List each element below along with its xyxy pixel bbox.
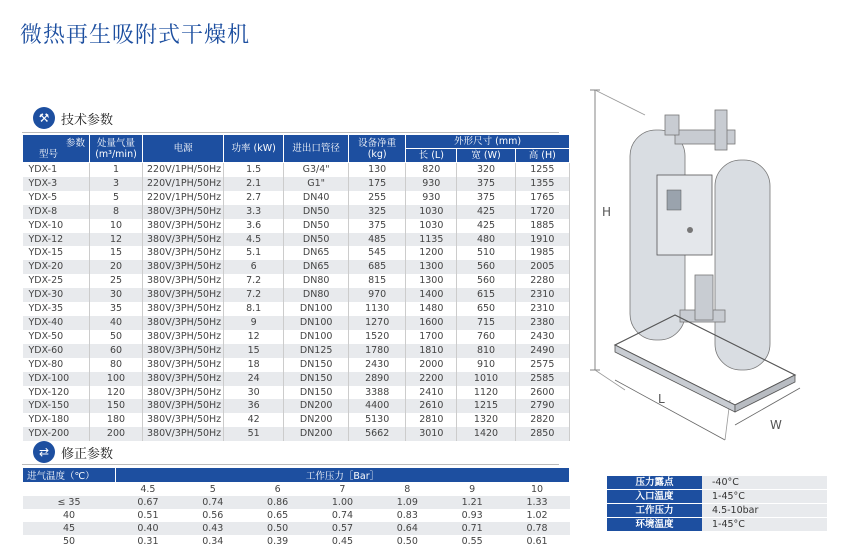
- table-row: [23, 399, 570, 413]
- divider: [22, 464, 559, 465]
- table-row: [23, 509, 570, 522]
- corner-top-label: 参数: [65, 137, 85, 149]
- power-supply-header: 电源: [143, 135, 224, 163]
- table-cell: DN65: [284, 260, 349, 274]
- table-cell: 0.61: [526, 536, 548, 547]
- table-cell: 180: [90, 413, 143, 427]
- table-cell: 1.00: [310, 496, 375, 509]
- table-cell: 50: [90, 330, 143, 344]
- condition-key: 压力露点: [607, 476, 702, 490]
- table-cell: 0.50: [245, 522, 310, 535]
- table-cell: 815: [349, 274, 406, 288]
- spec-table: [22, 134, 570, 441]
- table-cell: YDX-35: [23, 302, 90, 316]
- table-cell: 3.6: [224, 219, 284, 233]
- table-cell: 380V/3PH/50Hz: [143, 233, 224, 247]
- dim-h-label: H: [602, 205, 612, 219]
- correction-table: [22, 467, 570, 548]
- table-cell: DN50: [284, 205, 349, 219]
- pressure-header: 工作压力［Bar］: [116, 468, 570, 483]
- table-cell: DN50: [284, 219, 349, 233]
- table-cell: 375: [349, 219, 406, 233]
- table-cell: 2850: [515, 427, 569, 441]
- table-cell: 15: [90, 246, 143, 260]
- table-cell: 1215: [457, 399, 515, 413]
- table-cell: 2490: [515, 344, 569, 358]
- table-row: [23, 177, 570, 191]
- table-cell: 2000: [406, 358, 457, 372]
- dim-l-label: L: [658, 392, 665, 406]
- table-cell: 1030: [406, 219, 457, 233]
- table-row: [23, 163, 570, 177]
- table-cell: 1720: [515, 205, 569, 219]
- table-cell: 0.31: [137, 536, 159, 547]
- table-cell: YDX-50: [23, 330, 90, 344]
- table-cell: G3/4": [284, 163, 349, 177]
- condition-row: [607, 490, 827, 504]
- table-cell: 15: [224, 344, 284, 358]
- table-cell: DN50: [284, 233, 349, 247]
- table-cell: 650: [457, 302, 515, 316]
- table-cell: 10: [90, 219, 143, 233]
- pressure-value: 9: [469, 484, 476, 495]
- table-row: [23, 413, 570, 427]
- condition-key: 工作压力: [607, 504, 702, 518]
- table-cell: 0.67: [116, 496, 181, 509]
- table-cell: DN100: [284, 330, 349, 344]
- flow-header: [90, 135, 143, 163]
- table-cell: YDX-12: [23, 233, 90, 247]
- table-cell: 25: [90, 274, 143, 288]
- table-cell: 50: [62, 536, 76, 547]
- table-cell: 480: [457, 233, 515, 247]
- table-cell: 380V/3PH/50Hz: [143, 219, 224, 233]
- table-cell: 1.02: [526, 510, 548, 521]
- table-cell: YDX-5: [23, 191, 90, 205]
- table-cell: 36: [224, 399, 284, 413]
- divider: [22, 132, 559, 133]
- table-cell: 100: [90, 372, 143, 386]
- corner-header: [23, 135, 90, 163]
- table-cell: 615: [457, 288, 515, 302]
- table-cell: 5130: [349, 413, 406, 427]
- pressure-values-row: [23, 483, 570, 497]
- pressure-value: 6: [274, 484, 281, 495]
- table-cell: 0.51: [137, 510, 159, 521]
- table-cell: 255: [349, 191, 406, 205]
- spec-section-label: 技术参数: [61, 112, 114, 128]
- table-cell: YDX-3: [23, 177, 90, 191]
- table-cell: 1270: [349, 316, 406, 330]
- table-cell: 325: [349, 205, 406, 219]
- table-cell: 3.3: [224, 205, 284, 219]
- table-cell: DN65: [284, 246, 349, 260]
- table-cell: 2430: [515, 330, 569, 344]
- spec-section-header: [33, 107, 113, 129]
- pressure-value: 8: [404, 484, 411, 495]
- table-cell: 30: [90, 288, 143, 302]
- table-cell: 1300: [406, 260, 457, 274]
- condition-value: -40°C: [702, 476, 827, 490]
- weight-unit-label: (kg): [367, 148, 387, 160]
- table-cell: 545: [349, 246, 406, 260]
- table-cell: 2380: [515, 316, 569, 330]
- table-cell: 910: [457, 358, 515, 372]
- table-cell: 60: [90, 344, 143, 358]
- table-cell: 1765: [515, 191, 569, 205]
- weight-header: [349, 135, 406, 163]
- table-cell: 485: [349, 233, 406, 247]
- table-row: [23, 246, 570, 260]
- table-row: [23, 274, 570, 288]
- table-cell: 380V/3PH/50Hz: [143, 246, 224, 260]
- shuffle-icon: ⇄: [33, 441, 55, 463]
- table-row: [23, 535, 570, 548]
- corr-section-header: [33, 441, 113, 463]
- table-cell: 1: [90, 163, 143, 177]
- table-cell: YDX-25: [23, 274, 90, 288]
- table-cell: 2.7: [224, 191, 284, 205]
- table-cell: 1600: [406, 316, 457, 330]
- table-cell: 7.2: [224, 288, 284, 302]
- table-cell: 380V/3PH/50Hz: [143, 205, 224, 219]
- table-cell: 200: [90, 427, 143, 441]
- table-cell: 80: [90, 358, 143, 372]
- table-cell: 1320: [457, 413, 515, 427]
- table-cell: 0.39: [267, 536, 289, 547]
- table-cell: 1.33: [505, 496, 570, 509]
- table-cell: 45: [23, 522, 116, 535]
- table-cell: 380V/3PH/50Hz: [143, 260, 224, 274]
- table-cell: 0.78: [505, 522, 570, 535]
- table-cell: DN40: [284, 191, 349, 205]
- table-cell: 0.57: [310, 522, 375, 535]
- table-cell: 12: [224, 330, 284, 344]
- table-cell: 175: [349, 177, 406, 191]
- table-cell: 1.5: [224, 163, 284, 177]
- table-cell: DN150: [284, 386, 349, 400]
- table-row: [23, 372, 570, 386]
- condition-value: 1-45°C: [702, 518, 827, 532]
- table-cell: 1420: [457, 427, 515, 441]
- table-cell: DN200: [284, 427, 349, 441]
- table-cell: YDX-200: [23, 427, 90, 441]
- dims-header: 外形尺寸 (mm): [406, 135, 570, 149]
- table-cell: 1985: [515, 246, 569, 260]
- table-cell: 930: [406, 191, 457, 205]
- table-cell: 220V/1PH/50Hz: [143, 163, 224, 177]
- table-cell: 1.21: [440, 496, 505, 509]
- table-cell: 2410: [406, 386, 457, 400]
- table-row: [23, 316, 570, 330]
- table-cell: 40: [62, 510, 76, 521]
- table-cell: 220V/1PH/50Hz: [143, 177, 224, 191]
- table-cell: 380V/3PH/50Hz: [143, 358, 224, 372]
- table-cell: 375: [457, 191, 515, 205]
- pressure-value: 4.5: [140, 484, 156, 495]
- table-cell: 810: [457, 344, 515, 358]
- corr-section-label: 修正参数: [61, 446, 114, 462]
- condition-row: [607, 518, 827, 532]
- table-cell: 4.5: [224, 233, 284, 247]
- table-cell: 220V/1PH/50Hz: [143, 191, 224, 205]
- dim-w-label: W: [770, 418, 782, 432]
- flow-header-label: 处量气量: [96, 137, 135, 149]
- table-cell: YDX-60: [23, 344, 90, 358]
- table-cell: 3: [90, 177, 143, 191]
- table-cell: DN100: [284, 316, 349, 330]
- power-header: 功率 (kW): [224, 135, 284, 163]
- table-cell: 8.1: [224, 302, 284, 316]
- table-cell: 1200: [406, 246, 457, 260]
- table-cell: 2810: [406, 413, 457, 427]
- table-cell: YDX-120: [23, 386, 90, 400]
- table-cell: 1030: [406, 205, 457, 219]
- wrench-icon: ⚒: [33, 107, 55, 129]
- table-cell: 560: [457, 274, 515, 288]
- pressure-value: 7: [339, 484, 346, 495]
- inlet-temp-header: 进气温度（℃）: [23, 468, 116, 483]
- table-cell: 380V/3PH/50Hz: [143, 427, 224, 441]
- table-row: [23, 386, 570, 400]
- table-row: [23, 233, 570, 247]
- table-cell: 7.2: [224, 274, 284, 288]
- table-cell: 0.64: [375, 522, 440, 535]
- table-cell: 760: [457, 330, 515, 344]
- table-cell: 35: [90, 302, 143, 316]
- table-cell: 0.40: [116, 522, 181, 535]
- table-cell: DN80: [284, 274, 349, 288]
- table-cell: 2790: [515, 399, 569, 413]
- table-cell: 380V/3PH/50Hz: [143, 288, 224, 302]
- table-cell: [23, 483, 116, 497]
- table-cell: 685: [349, 260, 406, 274]
- table-cell: 1780: [349, 344, 406, 358]
- table-cell: 0.56: [202, 510, 224, 521]
- table-cell: 2310: [515, 302, 569, 316]
- table-cell: 5662: [349, 427, 406, 441]
- table-row: [23, 427, 570, 441]
- table-cell: 2430: [349, 358, 406, 372]
- length-header: 长 (L): [406, 149, 457, 163]
- table-cell: 30: [224, 386, 284, 400]
- table-cell: YDX-40: [23, 316, 90, 330]
- height-header: 高 (H): [515, 149, 569, 163]
- table-row: [23, 302, 570, 316]
- table-cell: YDX-10: [23, 219, 90, 233]
- table-row: [23, 358, 570, 372]
- condition-value: 1-45°C: [702, 490, 827, 504]
- table-cell: 320: [457, 163, 515, 177]
- table-cell: 2005: [515, 260, 569, 274]
- table-cell: 1010: [457, 372, 515, 386]
- table-cell: 24: [224, 372, 284, 386]
- table-cell: YDX-20: [23, 260, 90, 274]
- table-cell: 0.93: [461, 510, 483, 521]
- table-row: [23, 288, 570, 302]
- table-row: [23, 344, 570, 358]
- table-cell: 380V/3PH/50Hz: [143, 330, 224, 344]
- table-cell: 2890: [349, 372, 406, 386]
- table-cell: 3010: [406, 427, 457, 441]
- condition-row: [607, 476, 827, 490]
- table-cell: G1": [284, 177, 349, 191]
- table-cell: 2310: [515, 288, 569, 302]
- table-cell: 3388: [349, 386, 406, 400]
- table-cell: 375: [457, 177, 515, 191]
- table-cell: 425: [457, 205, 515, 219]
- table-cell: DN150: [284, 372, 349, 386]
- control-panel: [657, 175, 712, 255]
- table-row: [23, 191, 570, 205]
- table-cell: DN200: [284, 399, 349, 413]
- table-cell: 1700: [406, 330, 457, 344]
- table-cell: 42: [224, 413, 284, 427]
- table-cell: 380V/3PH/50Hz: [143, 302, 224, 316]
- table-cell: 0.34: [202, 536, 224, 547]
- table-cell: 0.74: [331, 510, 354, 521]
- table-cell: 560: [457, 260, 515, 274]
- table-cell: 1120: [457, 386, 515, 400]
- table-row: [23, 522, 570, 535]
- table-cell: 2820: [515, 413, 569, 427]
- table-cell: 0.86: [245, 496, 310, 509]
- table-cell: YDX-15: [23, 246, 90, 260]
- dryer-illustration: [585, 70, 815, 470]
- table-cell: DN100: [284, 302, 349, 316]
- table-cell: 380V/3PH/50Hz: [143, 413, 224, 427]
- table-cell: DN125: [284, 344, 349, 358]
- table-cell: 0.74: [180, 496, 245, 509]
- table-row: [23, 205, 570, 219]
- table-cell: 1885: [515, 219, 569, 233]
- table-cell: 2585: [515, 372, 569, 386]
- table-cell: 1255: [515, 163, 569, 177]
- weight-header-label: 设备净重: [358, 137, 397, 149]
- table-cell: 930: [406, 177, 457, 191]
- table-cell: 380V/3PH/50Hz: [143, 344, 224, 358]
- table-cell: 820: [406, 163, 457, 177]
- table-cell: 2280: [515, 274, 569, 288]
- table-cell: 1300: [406, 274, 457, 288]
- condition-row: [607, 504, 827, 518]
- table-cell: YDX-80: [23, 358, 90, 372]
- conditions-table: [607, 476, 827, 532]
- table-cell: 1.09: [375, 496, 440, 509]
- table-cell: 380V/3PH/50Hz: [143, 316, 224, 330]
- table-cell: 0.83: [396, 510, 418, 521]
- table-cell: 130: [349, 163, 406, 177]
- condition-key: 环境温度: [607, 518, 702, 532]
- table-cell: 0.71: [440, 522, 505, 535]
- table-cell: 0.65: [267, 510, 289, 521]
- table-cell: ≤ 35: [23, 496, 116, 509]
- table-cell: YDX-1: [23, 163, 90, 177]
- table-cell: 18: [224, 358, 284, 372]
- table-cell: 40: [90, 316, 143, 330]
- table-cell: 1400: [406, 288, 457, 302]
- table-cell: 2600: [515, 386, 569, 400]
- table-cell: YDX-180: [23, 413, 90, 427]
- condition-value: 4.5-10bar: [702, 504, 827, 518]
- page-title: 微热再生吸附式干燥机: [20, 23, 251, 48]
- width-header: 宽 (W): [457, 149, 515, 163]
- corner-bottom-label: 型号: [39, 148, 59, 160]
- table-cell: 0.43: [180, 522, 245, 535]
- table-row: [23, 330, 570, 344]
- table-cell: 970: [349, 288, 406, 302]
- table-cell: 715: [457, 316, 515, 330]
- table-cell: YDX-100: [23, 372, 90, 386]
- table-cell: 9: [224, 316, 284, 330]
- table-cell: 20: [90, 260, 143, 274]
- table-row: [23, 219, 570, 233]
- table-cell: 1910: [515, 233, 569, 247]
- pipe-header: 进出口管径: [284, 135, 349, 163]
- table-cell: 425: [457, 219, 515, 233]
- table-cell: 1480: [406, 302, 457, 316]
- table-cell: YDX-150: [23, 399, 90, 413]
- table-row: [23, 260, 570, 274]
- table-cell: DN200: [284, 413, 349, 427]
- table-cell: 380V/3PH/50Hz: [143, 399, 224, 413]
- pressure-value: 5: [209, 484, 216, 495]
- table-cell: DN80: [284, 288, 349, 302]
- table-cell: 380V/3PH/50Hz: [143, 372, 224, 386]
- table-cell: YDX-8: [23, 205, 90, 219]
- table-cell: 5.1: [224, 246, 284, 260]
- table-cell: 8: [90, 205, 143, 219]
- table-cell: 2610: [406, 399, 457, 413]
- table-cell: 2200: [406, 372, 457, 386]
- condition-key: 入口温度: [607, 490, 702, 504]
- table-cell: 0.50: [396, 536, 418, 547]
- table-cell: 1810: [406, 344, 457, 358]
- table-cell: 2.1: [224, 177, 284, 191]
- table-cell: 1135: [406, 233, 457, 247]
- table-cell: 380V/3PH/50Hz: [143, 386, 224, 400]
- table-cell: 1520: [349, 330, 406, 344]
- table-cell: 5: [90, 191, 143, 205]
- table-cell: 51: [224, 427, 284, 441]
- table-cell: YDX-30: [23, 288, 90, 302]
- pressure-value: 10: [530, 484, 544, 495]
- table-cell: 1355: [515, 177, 569, 191]
- table-cell: 12: [90, 233, 143, 247]
- table-cell: 510: [457, 246, 515, 260]
- table-cell: 6: [224, 260, 284, 274]
- flow-unit-label: (m³/min): [95, 148, 137, 160]
- table-cell: 4400: [349, 399, 406, 413]
- table-cell: 2575: [515, 358, 569, 372]
- table-cell: DN150: [284, 358, 349, 372]
- table-cell: 0.45: [331, 536, 354, 547]
- table-cell: 1130: [349, 302, 406, 316]
- table-cell: 120: [90, 386, 143, 400]
- table-cell: 0.55: [461, 536, 483, 547]
- table-cell: 150: [90, 399, 143, 413]
- table-row: [23, 496, 570, 509]
- table-cell: 380V/3PH/50Hz: [143, 274, 224, 288]
